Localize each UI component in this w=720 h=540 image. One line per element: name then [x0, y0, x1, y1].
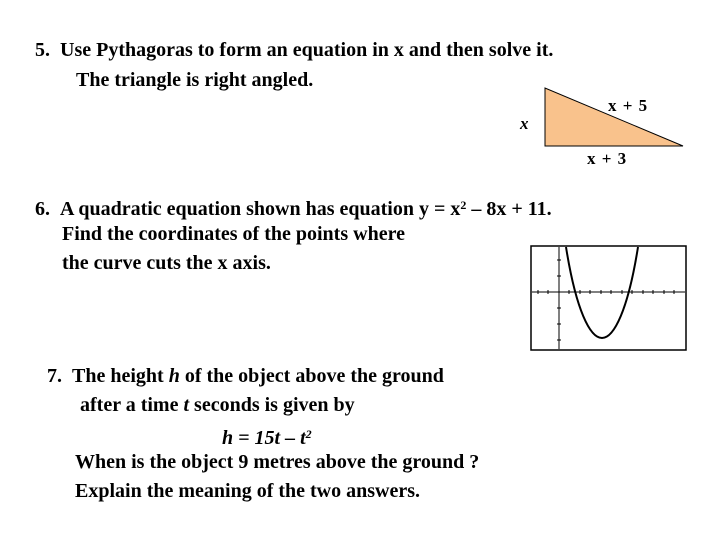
triangle-label-left: x — [520, 114, 529, 133]
question-7-text-a: The height — [72, 365, 169, 387]
question-6-line-3: the curve cuts the x axis. — [62, 252, 271, 274]
question-6-exponent: 2 — [460, 198, 467, 212]
question-7-line-3: When is the object 9 metres above the ground ? — [75, 451, 480, 473]
question-6-number: 6. — [35, 198, 50, 220]
question-7-text-c: after a time — [80, 394, 184, 416]
question-7-var-t: t — [183, 394, 190, 416]
question-7-var-h: h — [168, 365, 180, 387]
question-7-formula — [222, 422, 312, 450]
question-7-text-d: seconds is given by — [189, 394, 355, 416]
question-6-line-2: Find the coordinates of the points where — [62, 223, 405, 245]
question-7-number: 7. — [47, 365, 62, 387]
triangle-label-hypotenuse: x + 5 — [608, 96, 649, 115]
question-7-text-b: of the object above the ground — [179, 365, 444, 387]
question-5-line-2: The triangle is right angled. — [76, 69, 314, 91]
question-7-formula-text: h = 15t – t — [222, 427, 306, 449]
question-7-formula-exponent: 2 — [305, 427, 312, 441]
question-6-equation-a: A quadratic equation shown has equation y = x — [60, 198, 461, 220]
question-5-number: 5. — [35, 39, 50, 61]
question-7-line-4: Explain the meaning of the two answers. — [75, 480, 421, 502]
question-7-line-1 — [47, 364, 444, 388]
question-5-text: Use Pythagoras to form an equation in x and then solve it. — [60, 39, 554, 61]
triangle-label-bottom: x + 3 — [587, 149, 628, 168]
question-7-line-2 — [80, 393, 355, 417]
question-6-equation-b: – 8x + 11. — [466, 198, 552, 220]
